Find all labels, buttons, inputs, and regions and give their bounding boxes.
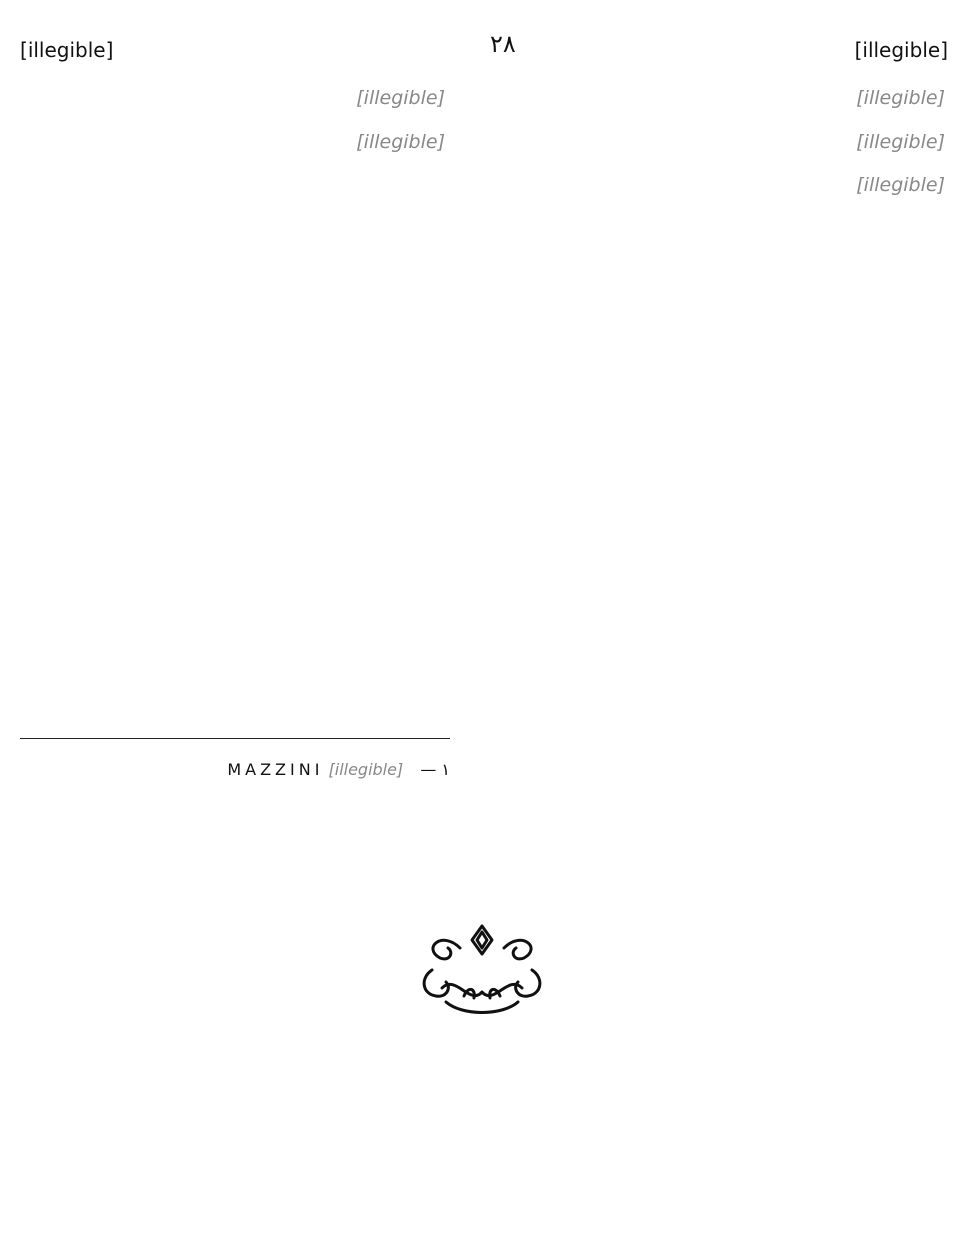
paragraph: [illegible] xyxy=(356,87,445,109)
footnote xyxy=(20,760,450,779)
footnote-latin-name: MAZZINI xyxy=(227,760,324,779)
footnote-number: ۱ — xyxy=(420,760,450,779)
left-column xyxy=(20,80,445,167)
footnote-text: [illegible] xyxy=(328,760,404,779)
footnote-divider xyxy=(20,738,450,739)
decorative-floral-ornament-icon xyxy=(412,918,552,1028)
journal-title: [illegible] xyxy=(854,38,948,62)
page-header xyxy=(20,28,948,68)
paragraph: [illegible] xyxy=(356,130,445,153)
paragraph: [illegible] xyxy=(856,87,945,109)
paragraph: [illegible] xyxy=(856,174,945,196)
page-number: ۲۸ xyxy=(490,30,516,58)
issue-date: [illegible] xyxy=(20,38,114,62)
right-column xyxy=(520,80,945,211)
paragraph: [illegible] xyxy=(856,130,945,153)
